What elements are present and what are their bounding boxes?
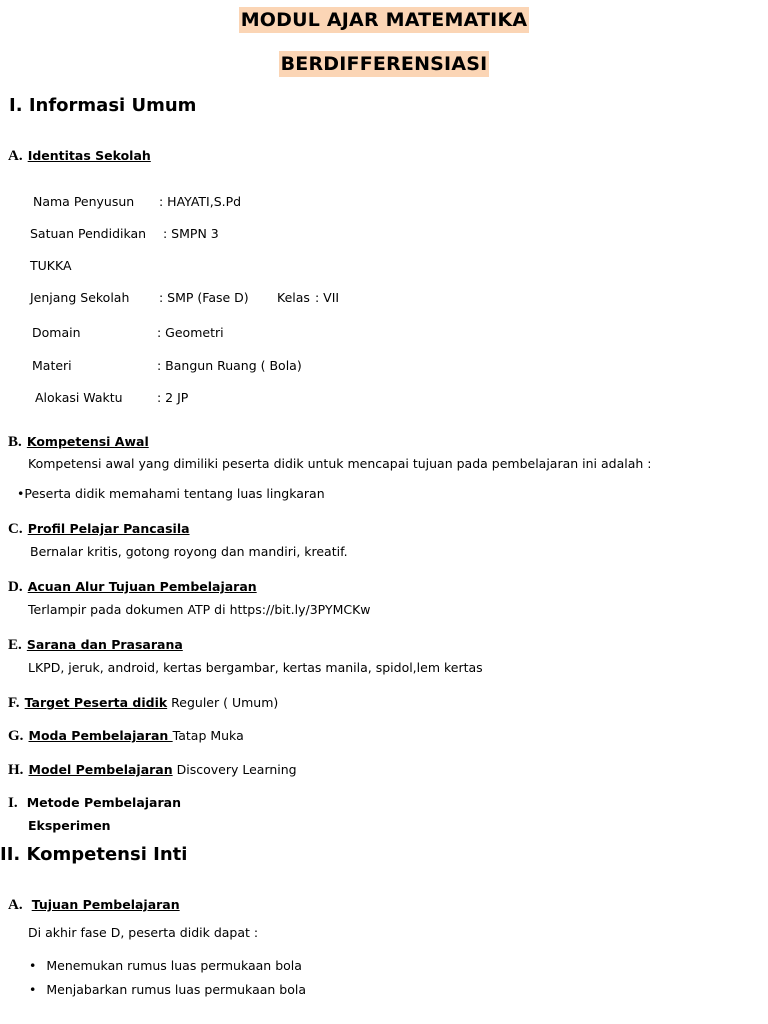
materi-label: Materi (32, 358, 72, 373)
subsection-title: Acuan Alur Tujuan Pembelajaran (27, 579, 257, 594)
domain-label: Domain (32, 325, 81, 340)
subsection-title: Model Pembelajaran (28, 762, 173, 777)
subsection-title: Sarana dan Prasarana (26, 637, 183, 652)
nama-penyusun-value: : HAYATI,S.Pd (159, 194, 242, 209)
section-number: II. (0, 844, 21, 865)
title-highlight: MODUL AJAR MATEMATIKA (240, 9, 528, 31)
subsection-i-heading (8, 792, 181, 812)
subsection-title: Moda Pembelajaran (28, 728, 173, 743)
subsection-letter: B. (8, 434, 22, 450)
satuan-pendidikan-value: : SMPN 3 (163, 226, 219, 241)
acuan-alur-text: Terlampir pada dokumen ATP di https://bit.ly/3PYMCKw (28, 602, 371, 617)
subsection-letter: A. (8, 897, 23, 913)
subsection-letter: A. (8, 148, 23, 164)
subsection-letter: F. (8, 695, 20, 711)
bullet-icon: • (29, 982, 37, 997)
subsection-value: Discovery Learning (172, 762, 297, 777)
bullet-icon: • (17, 486, 25, 501)
section-title: Informasi Umum (28, 95, 197, 116)
jenjang-sekolah-label: Jenjang Sekolah (30, 290, 130, 305)
kompetensi-awal-text: Kompetensi awal yang dimiliki peserta didik untuk mencapai tujuan pada pembelajaran ini adalah : (28, 456, 652, 471)
subsection-letter: G. (8, 728, 24, 744)
satuan-pendidikan-label: Satuan Pendidikan (30, 226, 147, 241)
nama-penyusun-label: Nama Penyusun (33, 194, 135, 209)
list-item (29, 982, 306, 997)
metode-pembelajaran-text: Eksperimen (28, 818, 111, 833)
list-item-text: Menemukan rumus luas permukaan bola (46, 958, 302, 973)
section-2-heading (0, 844, 187, 865)
subsection-title: Metode Pembelajaran (26, 795, 181, 810)
subsection-c-heading (8, 518, 190, 538)
subsection-title: Identitas Sekolah (27, 148, 151, 163)
subsection-title: Tujuan Pembelajaran (31, 897, 180, 912)
subsection-d-heading (8, 576, 257, 596)
subsection-f-heading (8, 692, 278, 712)
list-item-text: Peserta didik memahami tentang luas lingkaran (24, 486, 325, 501)
subsection-title: Target Peserta didik (24, 695, 168, 710)
sarana-prasarana-text: LKPD, jeruk, android, kertas bergambar, kertas manila, spidol,lem kertas (28, 660, 483, 675)
title-highlight: BERDIFFERENSIASI (280, 53, 488, 75)
alokasi-waktu-value: : 2 JP (157, 390, 189, 405)
subsection-title: Profil Pelajar Pancasila (27, 521, 190, 536)
satuan-pendidikan-continued: TUKKA (30, 258, 72, 273)
kelas-value: : VII (315, 290, 340, 305)
subsection-letter: H. (8, 762, 24, 778)
bullet-icon: • (29, 958, 37, 973)
kelas-label: Kelas (277, 290, 310, 305)
document-title-line-1 (0, 9, 768, 31)
list-item-text: Menjabarkan rumus luas permukaan bola (46, 982, 306, 997)
tujuan-intro-text: Di akhir fase D, peserta didik dapat : (28, 925, 259, 940)
materi-value: : Bangun Ruang ( Bola) (157, 358, 302, 373)
section-1-heading (9, 95, 196, 116)
subsection-title: Kompetensi Awal (26, 434, 149, 449)
subsection-a-heading (8, 145, 151, 165)
subsection-letter: I. (8, 795, 18, 811)
subsection-letter: C. (8, 521, 23, 537)
section-number: I. (9, 95, 23, 116)
subsection-value: Reguler ( Umum) (167, 695, 279, 710)
list-item (17, 486, 325, 501)
subsection-2a-heading (8, 894, 180, 914)
domain-value: : Geometri (157, 325, 224, 340)
profil-pelajar-text: Bernalar kritis, gotong royong dan mandiri, kreatif. (30, 544, 348, 559)
subsection-b-heading (8, 431, 149, 451)
subsection-letter: E. (8, 637, 22, 653)
subsection-letter: D. (8, 579, 23, 595)
subsection-h-heading (8, 759, 297, 779)
subsection-value: Tatap Muka (172, 728, 244, 743)
list-item (29, 958, 302, 973)
jenjang-sekolah-value: : SMP (Fase D) (159, 290, 249, 305)
alokasi-waktu-label: Alokasi Waktu (35, 390, 123, 405)
section-title: Kompetensi Inti (26, 844, 188, 865)
document-title-line-2 (0, 53, 768, 75)
subsection-g-heading (8, 725, 244, 745)
subsection-e-heading (8, 634, 183, 654)
